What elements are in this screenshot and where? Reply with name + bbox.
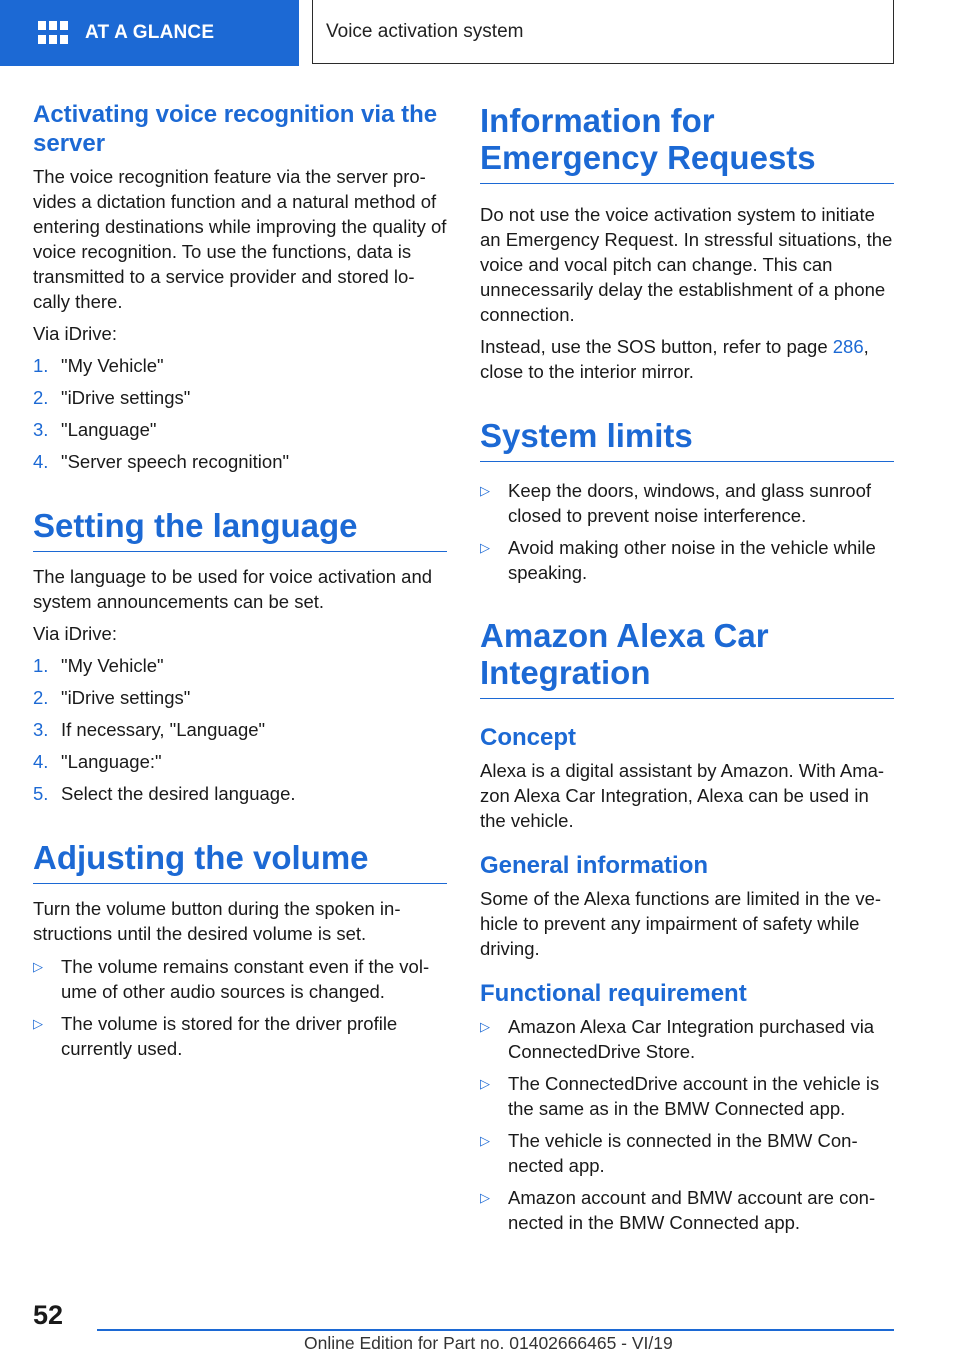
bullet-text: Amazon account and BMW account are con-nected in the BMW Connected app. xyxy=(508,1187,876,1233)
list-item xyxy=(33,954,447,1004)
heading-adjusting-the-volume: Adjusting the volume xyxy=(33,839,447,884)
heading-functional-requirement: Functional requirement xyxy=(480,980,747,1007)
step-number: 3. xyxy=(33,719,49,740)
paragraph: The voice recognition feature via the server pro-vides a dictation function and a natural method of entering destinations while improving the quality of voice recognition. To use the functions, data is transmitted to a service provider and stored lo-cally there. xyxy=(33,166,447,312)
step-text: "Language:" xyxy=(61,751,162,772)
page-number: 52 xyxy=(33,1300,64,1330)
numbered-list xyxy=(33,353,447,474)
bullet-list xyxy=(480,1014,894,1235)
bullet-list xyxy=(33,954,447,1061)
triangle-bullet-icon: ▷ xyxy=(480,540,490,555)
bullet-text: The volume is stored for the driver profile currently used. xyxy=(61,1013,398,1059)
heading-amazon-alexa: Amazon Alexa Car Integration xyxy=(480,617,894,699)
bullet-text: The ConnectedDrive account in the vehicle is the same as in the BMW Connected app. xyxy=(508,1073,880,1119)
list-item xyxy=(33,353,447,378)
list-item xyxy=(33,685,447,710)
bullet-text: Amazon Alexa Car Integration purchased via ConnectedDrive Store. xyxy=(508,1016,875,1062)
paragraph: Alexa is a digital assistant by Amazon. With Ama-zon Alexa Car Integration, Alexa can be used in the vehicle. xyxy=(480,760,885,831)
list-item xyxy=(480,478,894,528)
list-item xyxy=(33,749,447,774)
paragraph: Some of the Alexa functions are limited in the ve-hicle to prevent any impairment of safety while driving. xyxy=(480,888,882,959)
paragraph: Via iDrive: xyxy=(33,323,117,344)
step-number: 3. xyxy=(33,419,49,440)
bullet-text: The volume remains constant even if the vol-ume of other audio sources is changed. xyxy=(61,956,430,1002)
paragraph: Turn the volume button during the spoken in-structions until the desired volume is set. xyxy=(33,898,401,944)
page-title: Voice activation system xyxy=(326,20,524,42)
step-number: 5. xyxy=(33,783,49,804)
footer-edition: Online Edition for Part no. 01402666465 - VI/19 xyxy=(304,1333,673,1353)
triangle-bullet-icon: ▷ xyxy=(480,1076,490,1091)
heading-general-information: General information xyxy=(480,852,709,879)
paragraph: Do not use the voice activation system to initiate an Emergency Request. In stressful situations, the voice and vocal pitch can change. This can unnecessarily delay the establishment of a phone connection. xyxy=(480,204,893,325)
section-label: AT A GLANCE xyxy=(85,22,215,43)
step-number: 4. xyxy=(33,451,49,472)
list-item xyxy=(33,449,447,474)
step-number: 1. xyxy=(33,655,49,676)
list-item xyxy=(480,1014,894,1064)
list-item xyxy=(33,385,447,410)
step-text: "My Vehicle" xyxy=(61,355,164,376)
list-item xyxy=(480,1128,894,1178)
list-item xyxy=(480,1185,894,1235)
step-text: "iDrive settings" xyxy=(61,387,191,408)
bullet-text: Avoid making other noise in the vehicle while speaking. xyxy=(508,537,876,583)
page-reference-link[interactable]: 286 xyxy=(832,336,864,357)
list-item xyxy=(480,1071,894,1121)
paragraph xyxy=(480,334,894,384)
list-item xyxy=(33,781,447,806)
paragraph: Via iDrive: xyxy=(33,623,117,644)
heading-concept: Concept xyxy=(480,724,576,751)
step-text: "My Vehicle" xyxy=(61,655,164,676)
step-text: "Server speech recognition" xyxy=(61,451,290,472)
step-text: If necessary, "Language" xyxy=(61,719,266,740)
sos-text: Instead, use the SOS button, refer to page xyxy=(480,336,833,357)
sos-text-end: , close to the interior mirror. xyxy=(480,336,869,382)
step-number: 2. xyxy=(33,687,49,708)
triangle-bullet-icon: ▷ xyxy=(480,1133,490,1148)
list-item xyxy=(33,1011,447,1061)
page-title-tab xyxy=(312,0,894,64)
list-item xyxy=(33,717,447,742)
heading-system-limits: System limits xyxy=(480,417,894,462)
triangle-bullet-icon: ▷ xyxy=(480,1190,490,1205)
step-text: "Language" xyxy=(61,419,157,440)
triangle-bullet-icon: ▷ xyxy=(33,1016,43,1031)
grid-menu-icon xyxy=(38,21,68,45)
heading-activating-voice-recognition: Activating voice recognition via the server xyxy=(33,101,438,157)
bullet-list xyxy=(480,478,894,585)
section-tab[interactable] xyxy=(0,0,299,66)
left-column xyxy=(33,100,447,1068)
step-number: 1. xyxy=(33,355,49,376)
right-column xyxy=(480,102,894,1242)
footer-divider xyxy=(97,1329,894,1331)
heading-setting-the-language: Setting the language xyxy=(33,507,447,552)
list-item xyxy=(480,535,894,585)
numbered-list xyxy=(33,653,447,806)
heading-emergency-requests: Information for Emergency Requests xyxy=(480,102,894,184)
page-header xyxy=(0,0,960,66)
triangle-bullet-icon: ▷ xyxy=(33,959,43,974)
list-item xyxy=(33,417,447,442)
step-text: "iDrive settings" xyxy=(61,687,191,708)
step-text: Select the desired language. xyxy=(61,783,296,804)
list-item xyxy=(33,653,447,678)
step-number: 2. xyxy=(33,387,49,408)
bullet-text: Keep the doors, windows, and glass sunroof closed to prevent noise interference. xyxy=(508,480,872,526)
paragraph: The language to be used for voice activation and system announcements can be set. xyxy=(33,566,433,612)
triangle-bullet-icon: ▷ xyxy=(480,1019,490,1034)
triangle-bullet-icon: ▷ xyxy=(480,483,490,498)
bullet-text: The vehicle is connected in the BMW Con-nected app. xyxy=(508,1130,858,1176)
step-number: 4. xyxy=(33,751,49,772)
